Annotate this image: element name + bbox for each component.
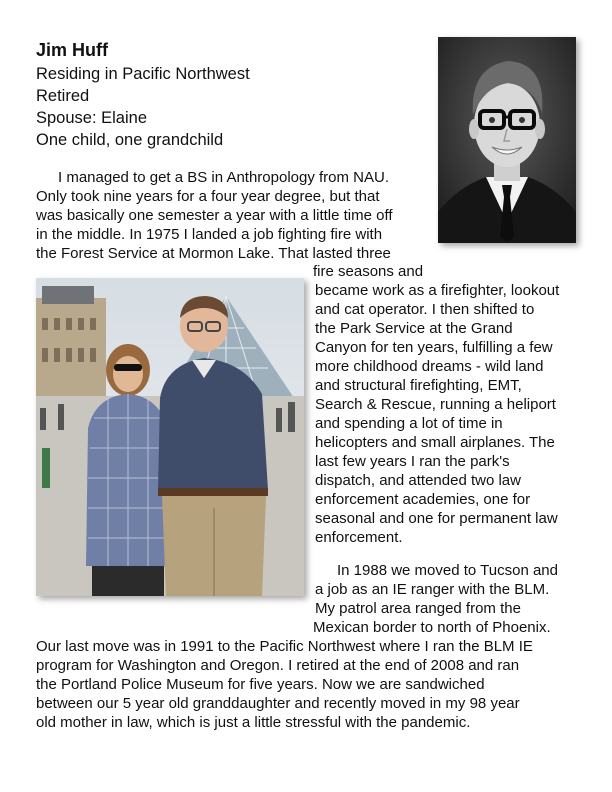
body-line: and structural firefighting, EMT,: [315, 377, 522, 394]
body-line: a job as an IE ranger with the BLM.: [315, 581, 550, 598]
body-line: the Forest Service at Mormon Lake. That lasted three: [36, 245, 391, 262]
body-line: enforcement.: [315, 529, 403, 546]
person-name: Jim Huff: [36, 40, 108, 60]
body-line: program for Washington and Oregon. I retired at the end of 2008 and ran: [36, 657, 520, 674]
body-line: more childhood dreams - wild land: [315, 358, 544, 375]
body-line: dispatch, and attended two law: [315, 472, 521, 489]
body-line: Canyon for ten years, fulfilling a few: [315, 339, 553, 356]
body-line: and cat operator. I then shifted to: [315, 301, 535, 318]
body-line: was basically one semester a year with a little time off: [36, 207, 393, 224]
body-line: helicopters and small airplanes. The: [315, 434, 555, 451]
body-line: Only took nine years for a four year degree, but that: [36, 188, 380, 205]
body-line: between our 5 year old granddaughter and recently moved in my 98 year: [36, 695, 520, 712]
body-line: became work as a firefighter, lookout: [315, 282, 560, 299]
body-line: Our last move was in 1991 to the Pacific Northwest where I ran the BLM IE: [36, 638, 533, 655]
body-line: Mexican border to north of Phoenix.: [313, 619, 551, 636]
body-line: the Park Service at the Grand: [315, 320, 513, 337]
couple-photo-louvre: [36, 278, 304, 596]
body-line: the Portland Police Museum for five years. Now we are sandwiched: [36, 676, 485, 693]
spouse: Spouse: Elaine: [36, 109, 147, 127]
yearbook-portrait: [438, 37, 576, 243]
body-line: fire seasons and: [313, 263, 424, 280]
body-line: and spending a lot of time in: [315, 415, 503, 432]
body-line: old mother in law, which is just a little stressful with the pandemic.: [36, 714, 471, 731]
body-line: in the middle. In 1975 I landed a job fighting fire with: [36, 226, 383, 243]
body-line: Search & Rescue, running a heliport: [315, 396, 556, 413]
body-line: last few years I ran the park's: [315, 453, 510, 470]
body-line: enforcement academies, one for: [315, 491, 531, 508]
body-line: My patrol area ranged from the: [315, 600, 521, 617]
residence: Residing in Pacific Northwest: [36, 65, 250, 83]
status: Retired: [36, 87, 90, 105]
family: One child, one grandchild: [36, 131, 224, 149]
body-line: I managed to get a BS in Anthropology from NAU.: [58, 169, 390, 186]
body-line: In 1988 we moved to Tucson and: [337, 562, 558, 579]
body-line: seasonal and one for permanent law: [315, 510, 558, 527]
